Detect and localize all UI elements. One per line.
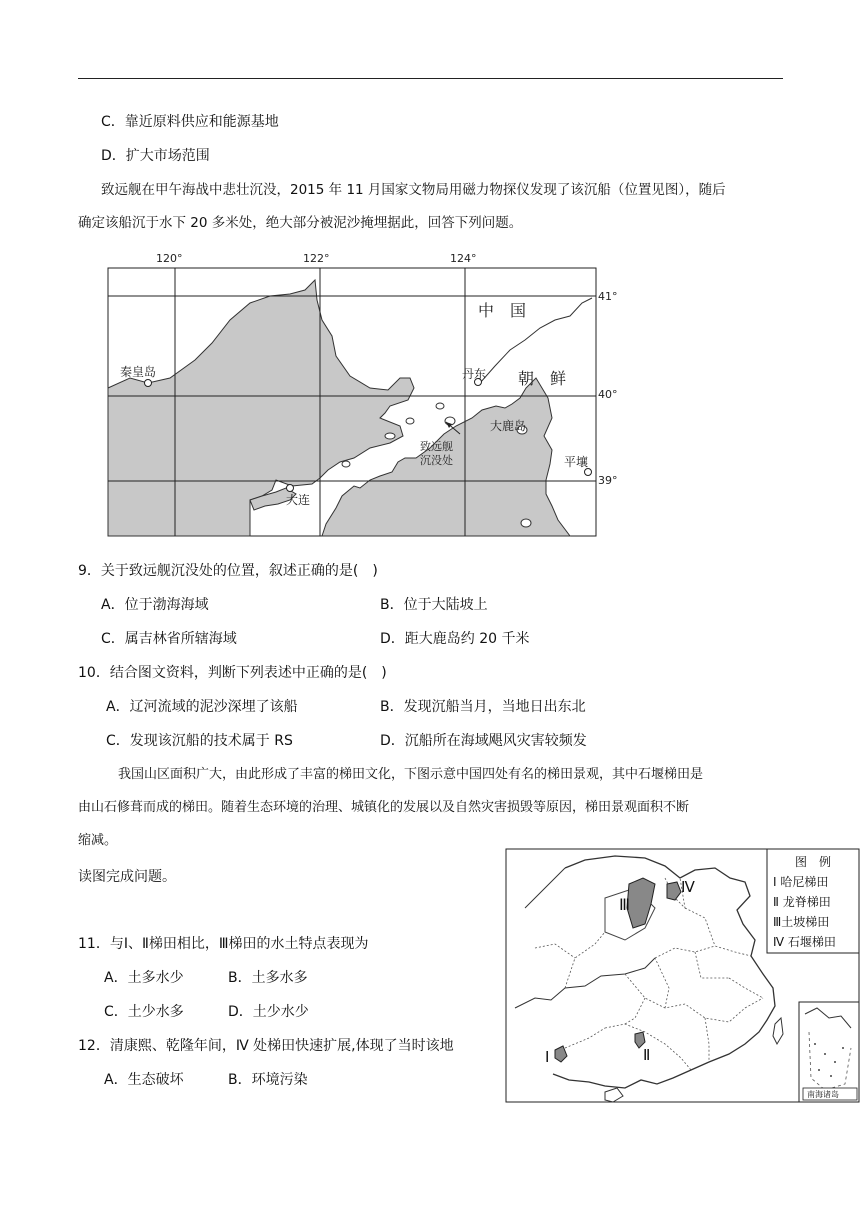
q10-option-b[interactable]: B．发现沉船当月，当地日出东北 (380, 699, 586, 715)
passage1-line2: 确定该船沉于水下 20 多米处，绝大部分被泥沙掩埋据此，回答下列问题。 (78, 215, 523, 231)
label-i: Ⅰ (545, 1048, 550, 1066)
q12-option-a[interactable]: A．生态破坏 (104, 1072, 184, 1088)
passage1-line1: 致远舰在甲午海战中悲壮沉没，2015 年 11 月国家文物局用磁力物探仪发现了该沉船（位置见图），随后 (101, 182, 726, 198)
q10-stem: 10．结合图文资料，判断下列表述中正确的是( ) (78, 665, 387, 681)
passage2-line2: 由山石修葺而成的梯田。随着生态环境的治理、城镇化的发展以及自然灾害损毁等原因，梯田景观面积不断 (78, 800, 690, 815)
passage2-line1: 我国山区面积广大，由此形成了丰富的梯田文化，下图示意中国四处有名的梯田景观，其中石堰梯田是 (118, 767, 704, 782)
q11-option-c[interactable]: C．土少水多 (104, 1004, 184, 1020)
q9-option-d[interactable]: D．距大鹿岛约 20 千米 (380, 631, 530, 647)
q9-option-b[interactable]: B．位于大陆坡上 (380, 597, 488, 613)
legend-title: 图 例 (795, 855, 832, 869)
label-iv: Ⅳ (681, 878, 695, 896)
q10-option-c[interactable]: C．发现该沉船的技术属于 RS (106, 733, 293, 749)
lat-41: 41° (598, 290, 618, 303)
legend-item-4: Ⅳ 石堰梯田 (773, 935, 836, 949)
legend-item-3: Ⅲ土坡梯田 (773, 915, 830, 929)
legend-item-1: Ⅰ 哈尼梯田 (773, 875, 829, 889)
option-c-prev: C．靠近原料供应和能源基地 (101, 114, 279, 130)
passage2-line4: 读图完成问题。 (78, 869, 176, 885)
label-dalian: 大连 (286, 493, 311, 507)
label-pyongyang: 平壤 (564, 455, 589, 469)
label-wreck-2: 沉没处 (420, 454, 453, 467)
q11-option-a[interactable]: A．土多水少 (104, 970, 184, 986)
label-iii: Ⅲ (619, 895, 631, 914)
label-dandong: 丹东 (462, 367, 487, 381)
q11-option-d[interactable]: D．土少水少 (228, 1004, 309, 1020)
label-dalu: 大鹿岛 (490, 419, 527, 433)
bohai-map (100, 248, 620, 543)
lon-122: 122° (303, 252, 330, 265)
lon-120: 120° (156, 252, 183, 265)
option-d-prev: D．扩大市场范围 (101, 148, 210, 164)
inset-box (799, 1002, 859, 1102)
terrace-map (505, 848, 860, 1104)
label-china: 中 国 (478, 301, 527, 320)
label-wreck-1: 致远舰 (420, 440, 453, 453)
passage2-line3: 缩减。 (78, 833, 118, 848)
legend-item-2: Ⅱ 龙脊梯田 (773, 895, 831, 909)
inset-label: 南海诸岛 (807, 1090, 839, 1099)
label-korea: 朝 鲜 (518, 369, 567, 388)
label-qinhuangdao: 秦皇岛 (120, 365, 157, 379)
q11-option-b[interactable]: B．土多水多 (228, 970, 308, 986)
q10-option-a[interactable]: A．辽河流域的泥沙深埋了该船 (106, 699, 298, 715)
lat-40: 40° (598, 388, 618, 401)
q10-option-d[interactable]: D．沉船所在海域飓风灾害较频发 (380, 733, 587, 749)
label-ii: Ⅱ (643, 1046, 651, 1064)
header-rule (78, 78, 783, 79)
q9-stem: 9．关于致远舰沉没处的位置，叙述正确的是( ) (78, 563, 378, 579)
q9-option-a[interactable]: A．位于渤海海域 (101, 597, 209, 613)
q12-stem: 12．清康熙、乾隆年间，Ⅳ 处梯田快速扩展,体现了当时该地 (78, 1038, 454, 1054)
q12-option-b[interactable]: B．环境污染 (228, 1072, 308, 1088)
lat-39: 39° (598, 474, 618, 487)
lon-124: 124° (450, 252, 477, 265)
q9-option-c[interactable]: C．属吉林省所辖海域 (101, 631, 237, 647)
q11-stem: 11．与Ⅰ、Ⅱ梯田相比，Ⅲ梯田的水土特点表现为 (78, 936, 369, 952)
